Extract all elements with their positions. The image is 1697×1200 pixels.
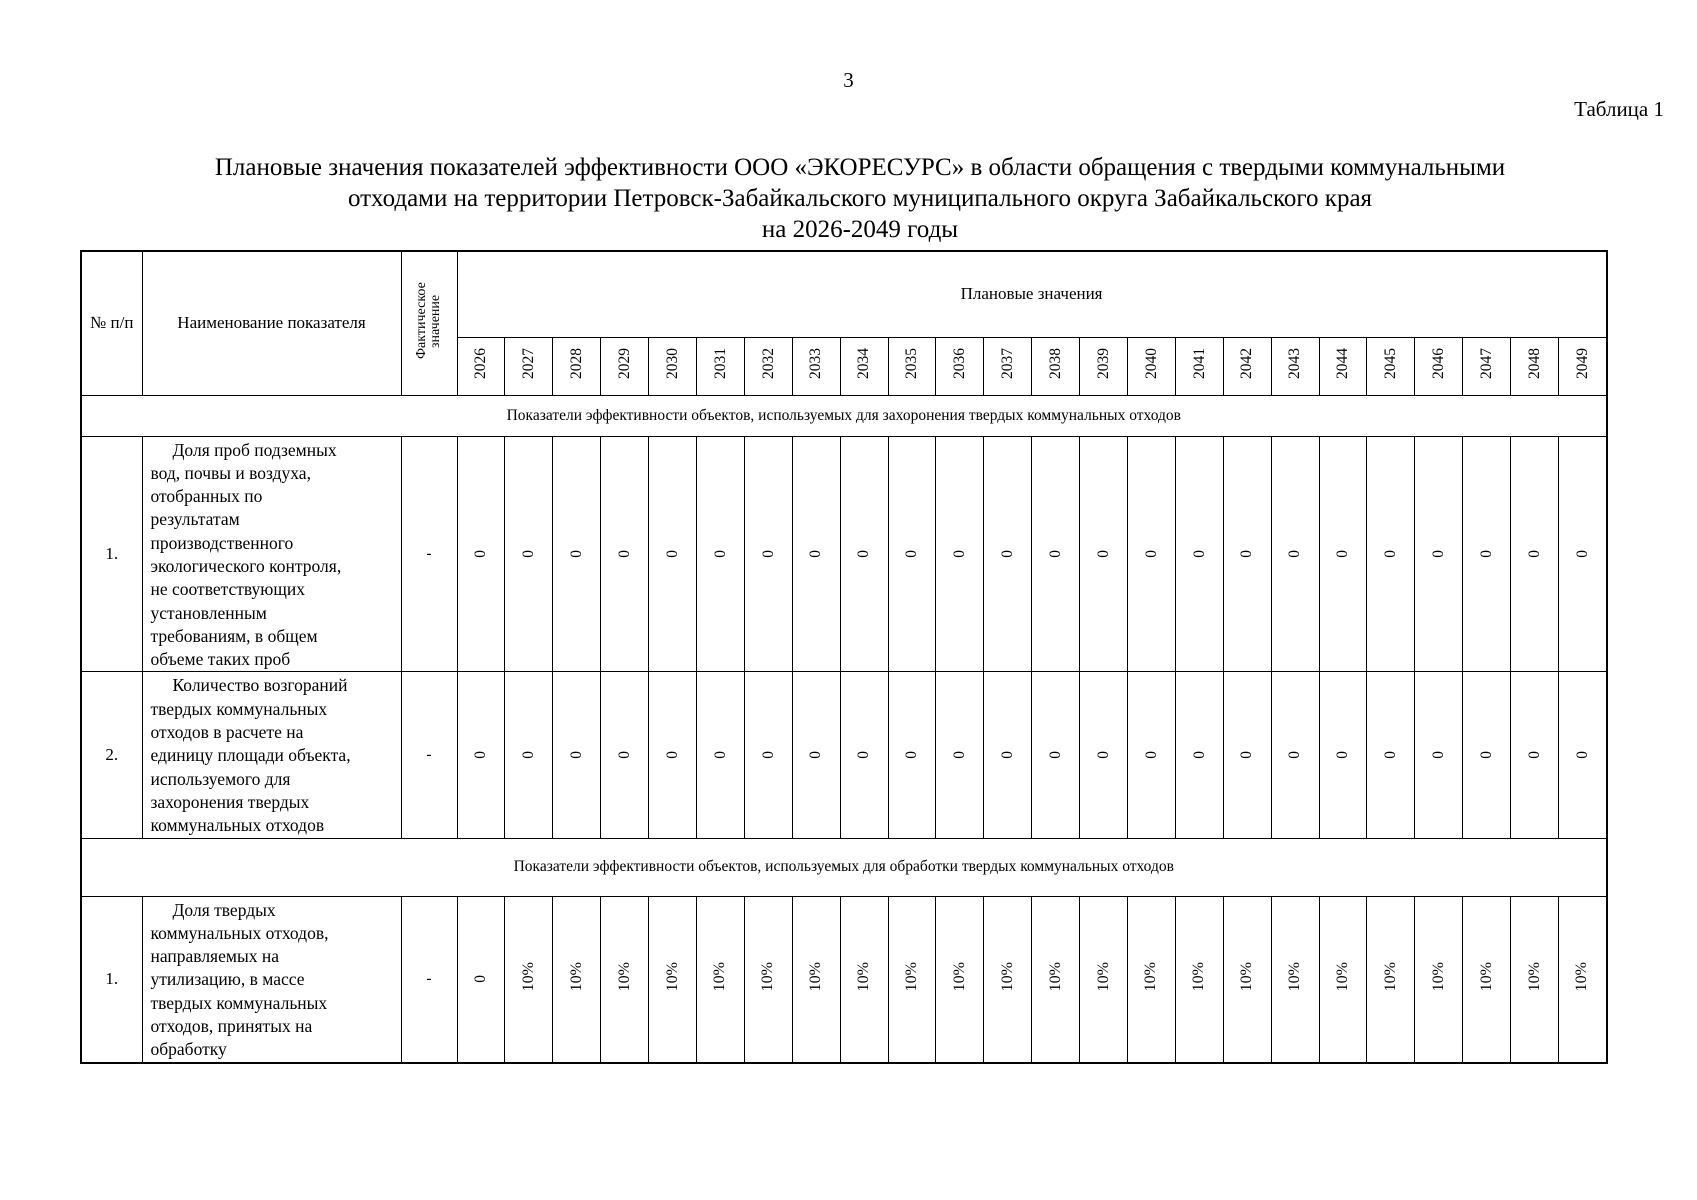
header-year	[1415, 337, 1463, 395]
header-year-label: 2043	[1286, 348, 1304, 379]
indicator-name-line: коммунальных отходов,	[150, 922, 329, 943]
planned-value: 10%	[711, 961, 729, 992]
header-year	[1463, 337, 1511, 395]
planned-value: 0	[1430, 751, 1447, 759]
indicator-name-line: отходов, принятых на	[150, 1016, 313, 1037]
planned-value: 0	[711, 751, 729, 759]
planned-value-cell	[505, 672, 553, 838]
planned-value: 10%	[615, 961, 633, 992]
planned-value-cell	[457, 436, 505, 672]
planned-value: 0	[759, 550, 777, 558]
section-title: Показатели эффективности объектов, используемых для захоронения твердых коммунальных отходов	[81, 395, 1607, 436]
planned-value: 10%	[1142, 961, 1160, 992]
indicator-name-line: используемого для	[150, 768, 291, 789]
planned-value: 10%	[1429, 961, 1447, 992]
header-year-label: 2049	[1573, 348, 1591, 379]
planned-value: 0	[1573, 550, 1591, 558]
planned-value: 0	[1573, 751, 1591, 759]
planned-value: 0	[520, 550, 538, 558]
planned-value: 0	[759, 751, 777, 759]
actual-value: -	[401, 672, 457, 838]
planned-value-cell	[840, 896, 888, 1063]
planned-value: 0	[1382, 751, 1400, 759]
planned-value: 0	[951, 751, 969, 759]
planned-value: 0	[615, 550, 633, 558]
header-year-label: 2042	[1238, 348, 1256, 379]
planned-value: 0	[1238, 550, 1256, 558]
planned-value-cell	[1558, 436, 1606, 672]
planned-value: 0	[855, 550, 873, 558]
indicator-name-line: отходов в расчете на	[150, 722, 304, 743]
planned-value: 10%	[663, 961, 681, 992]
planned-value-cell	[649, 436, 697, 672]
planned-value: 0	[998, 751, 1016, 759]
header-actual-value	[401, 251, 457, 395]
header-year	[936, 337, 984, 395]
header-year	[601, 337, 649, 395]
planned-value-cell	[1127, 436, 1175, 672]
header-year	[744, 337, 792, 395]
planned-value-cell	[1175, 436, 1223, 672]
header-year	[1032, 337, 1080, 395]
planned-value-cell	[984, 896, 1032, 1063]
planned-value-cell	[601, 436, 649, 672]
planned-value: 0	[1334, 751, 1352, 759]
indicator-name-line: Доля проб подземных	[172, 439, 337, 460]
header-year	[888, 337, 936, 395]
indicator-name-line: твердых коммунальных	[150, 992, 328, 1013]
header-year-label: 2041	[1190, 348, 1208, 379]
header-year	[1223, 337, 1271, 395]
indicator-name-line: утилизацию, в массе	[150, 969, 305, 990]
planned-value-cell	[553, 672, 601, 838]
planned-value-cell	[649, 672, 697, 838]
planned-value: 0	[1525, 550, 1543, 558]
indicator-name-line: Количество возгораний	[172, 675, 348, 696]
planned-value-cell	[1271, 896, 1319, 1063]
row-number: 2.	[81, 672, 142, 838]
header-year	[457, 337, 505, 395]
header-year-label: 2032	[759, 348, 777, 379]
planned-value: 0	[1286, 550, 1304, 558]
indicator-name-line: захоронения твердых	[150, 791, 310, 812]
table-label: Таблица 1	[1574, 97, 1664, 121]
header-year	[792, 337, 840, 395]
planned-value-cell	[1127, 672, 1175, 838]
header-year-label: 2028	[567, 348, 585, 379]
header-year	[1175, 337, 1223, 395]
planned-value-cell	[792, 896, 840, 1063]
planned-value: 0	[1046, 751, 1064, 759]
planned-value-cell	[457, 896, 505, 1063]
document-title	[90, 152, 1630, 245]
indicator-name-line: производственного	[150, 532, 294, 553]
planned-value: 0	[1477, 751, 1495, 759]
header-year	[1511, 337, 1559, 395]
planned-value-cell	[1558, 672, 1606, 838]
planned-value: 0	[903, 550, 921, 558]
planned-value: 10%	[567, 961, 585, 992]
planned-value-cell	[1463, 672, 1511, 838]
planned-value-cell	[1319, 436, 1367, 672]
planned-value-cell	[840, 436, 888, 672]
planned-value-cell	[1319, 896, 1367, 1063]
indicator-name-line: требованиям, в общем	[150, 625, 318, 646]
header-year-label: 2026	[472, 348, 490, 379]
planned-value: 10%	[1046, 961, 1064, 992]
planned-value: 0	[1286, 751, 1304, 759]
planned-value: 10%	[1190, 961, 1208, 992]
planned-value-cell	[1511, 672, 1559, 838]
planned-value: 0	[998, 550, 1016, 558]
indicator-name	[142, 436, 401, 672]
planned-value-cell	[744, 896, 792, 1063]
planned-value: 10%	[1477, 961, 1495, 992]
table-row	[81, 896, 1607, 1063]
header-year-label: 2037	[998, 348, 1016, 379]
section-title: Показатели эффективности объектов, используемых для обработки твердых коммунальных отходов	[81, 838, 1607, 896]
header-year	[1558, 337, 1606, 395]
planned-value: 0	[1430, 550, 1447, 558]
header-indicator-name: Наименование показателя	[142, 251, 401, 395]
planned-value-cell	[792, 436, 840, 672]
planned-value-cell	[1032, 672, 1080, 838]
row-number: 1.	[81, 436, 142, 672]
planned-value: 10%	[1573, 961, 1591, 992]
planned-value-cell	[1511, 436, 1559, 672]
indicator-name-line: результатам	[150, 509, 240, 530]
header-year	[1319, 337, 1367, 395]
planned-value: 0	[520, 751, 538, 759]
planned-value: 10%	[759, 961, 777, 992]
page-number: 3	[843, 68, 854, 92]
planned-value: 10%	[855, 961, 873, 992]
planned-value-cell	[553, 896, 601, 1063]
planned-value-cell	[601, 672, 649, 838]
section-header-row	[81, 838, 1607, 896]
planned-value: 10%	[998, 961, 1016, 992]
section-header-row	[81, 395, 1607, 436]
header-year	[649, 337, 697, 395]
planned-value-cell	[840, 672, 888, 838]
header-year-label: 2047	[1477, 348, 1495, 379]
actual-value: -	[401, 436, 457, 672]
planned-value: 0	[1334, 550, 1352, 558]
planned-value-cell	[888, 672, 936, 838]
planned-value-cell	[1511, 896, 1559, 1063]
header-year-label: 2031	[711, 348, 729, 379]
planned-value: 10%	[1286, 961, 1304, 992]
planned-value: 0	[1477, 550, 1495, 558]
planned-value-cell	[1032, 436, 1080, 672]
header-year-label: 2034	[855, 348, 873, 379]
planned-value-cell	[553, 436, 601, 672]
planned-value-cell	[1032, 896, 1080, 1063]
planned-value-cell	[936, 672, 984, 838]
header-year-label: 2027	[520, 348, 538, 379]
indicator-name-line: установленным	[150, 602, 267, 623]
header-year	[1127, 337, 1175, 395]
planned-value: 0	[855, 751, 873, 759]
header-year-label: 2038	[1046, 348, 1064, 379]
header-year-label: 2048	[1525, 348, 1543, 379]
header-year-label: 2040	[1142, 348, 1160, 379]
planned-value-cell	[1463, 436, 1511, 672]
planned-value-cell	[1175, 672, 1223, 838]
header-actual-label: Фактическое значение	[414, 282, 443, 360]
planned-value-cell	[601, 896, 649, 1063]
planned-value: 0	[711, 550, 729, 558]
planned-value: 10%	[902, 961, 920, 992]
table-row	[81, 436, 1607, 672]
planned-value-cell	[649, 896, 697, 1063]
planned-value: 0	[1190, 751, 1208, 759]
planned-value-cell	[696, 896, 744, 1063]
planned-value-cell	[1319, 672, 1367, 838]
indicator-name-line: единицу площади объекта,	[150, 745, 351, 766]
header-year-label: 2036	[951, 348, 969, 379]
planned-value: 0	[903, 751, 921, 759]
planned-value: 0	[951, 550, 969, 558]
header-year	[840, 337, 888, 395]
indicator-name-line: не соответствующих	[150, 579, 305, 600]
planned-value: 0	[663, 550, 681, 558]
planned-value-cell	[696, 436, 744, 672]
planned-value-cell	[1223, 436, 1271, 672]
planned-value-cell	[1223, 896, 1271, 1063]
header-year-label: 2029	[615, 348, 633, 379]
planned-value: 0	[663, 751, 681, 759]
planned-value: 10%	[1094, 961, 1112, 992]
planned-value-cell	[457, 672, 505, 838]
planned-value-cell	[792, 672, 840, 838]
planned-value: 0	[1382, 550, 1400, 558]
title-line: на 2026-2049 годы	[761, 216, 959, 243]
planned-value-cell	[1463, 896, 1511, 1063]
planned-value: 0	[1094, 751, 1112, 759]
planned-value: 10%	[1333, 961, 1351, 992]
header-year-label: 2045	[1382, 348, 1400, 379]
title-line: Плановые значения показателей эффективности ООО «ЭКОРЕСУРС» в области обращения с твердыми коммунальными	[214, 154, 1506, 181]
planned-value: 0	[1190, 550, 1208, 558]
indicators-table	[80, 250, 1608, 1064]
planned-value: 0	[1046, 550, 1064, 558]
header-year	[505, 337, 553, 395]
header-num: № п/п	[81, 251, 142, 395]
header-year	[984, 337, 1032, 395]
header-year-label: 2046	[1430, 348, 1447, 379]
planned-value: 0	[807, 550, 825, 558]
header-planned-values: Плановые значения	[457, 251, 1607, 337]
planned-value: 0	[1094, 550, 1112, 558]
planned-value: 0	[1525, 751, 1543, 759]
planned-value-cell	[696, 672, 744, 838]
planned-value: 10%	[1238, 961, 1256, 992]
planned-value: 0	[1142, 550, 1160, 558]
planned-value-cell	[1367, 672, 1415, 838]
header-year	[696, 337, 744, 395]
planned-value: 10%	[807, 961, 825, 992]
title-line: отходами на территории Петровск-Забайкальского муниципального округа Забайкальского края	[347, 185, 1373, 212]
planned-value-cell	[888, 896, 936, 1063]
planned-value: 0	[567, 751, 585, 759]
planned-value-cell	[744, 672, 792, 838]
planned-value-cell	[1080, 896, 1128, 1063]
planned-value: 0	[472, 550, 490, 558]
header-year-label: 2044	[1334, 348, 1352, 379]
planned-value-cell	[1271, 672, 1319, 838]
planned-value-cell	[936, 436, 984, 672]
planned-value-cell	[505, 896, 553, 1063]
planned-value: 0	[1142, 751, 1160, 759]
planned-value: 0	[807, 751, 825, 759]
planned-value-cell	[1080, 436, 1128, 672]
header-year	[1080, 337, 1128, 395]
header-year	[1271, 337, 1319, 395]
planned-value: 0	[1238, 751, 1256, 759]
planned-value-cell	[1367, 896, 1415, 1063]
planned-value-cell	[1558, 896, 1606, 1063]
planned-value: 10%	[1525, 961, 1543, 992]
planned-value-cell	[1127, 896, 1175, 1063]
planned-value: 0	[615, 751, 633, 759]
indicator-name	[142, 896, 401, 1063]
header-year-label: 2039	[1094, 348, 1112, 379]
header-year-label: 2030	[663, 348, 681, 379]
indicator-name-line: направляемых на	[150, 946, 279, 967]
header-year	[1367, 337, 1415, 395]
planned-value-cell	[1080, 672, 1128, 838]
planned-value: 0	[567, 550, 585, 558]
planned-value-cell	[936, 896, 984, 1063]
row-number: 1.	[81, 896, 142, 1063]
planned-value-cell	[1271, 436, 1319, 672]
indicator-name-line: объеме таких проб	[150, 649, 291, 670]
planned-value: 0	[472, 751, 490, 759]
planned-value-cell	[984, 672, 1032, 838]
planned-value-cell	[1415, 672, 1463, 838]
header-year	[553, 337, 601, 395]
planned-value-cell	[1415, 436, 1463, 672]
planned-value-cell	[1415, 896, 1463, 1063]
planned-value-cell	[1175, 896, 1223, 1063]
planned-value: 10%	[950, 961, 968, 992]
actual-value: -	[401, 896, 457, 1063]
planned-value-cell	[744, 436, 792, 672]
planned-value: 0	[472, 975, 490, 984]
indicator-name-line: твердых коммунальных	[150, 698, 328, 719]
planned-value: 10%	[1381, 961, 1399, 992]
header-year-label: 2035	[903, 348, 921, 379]
planned-value-cell	[1223, 672, 1271, 838]
planned-value-cell	[984, 436, 1032, 672]
planned-value: 10%	[519, 961, 537, 992]
table-row	[81, 672, 1607, 838]
indicator-name-line: Доля твердых	[172, 899, 276, 920]
header-year-label: 2033	[807, 348, 825, 379]
indicator-name-line: вод, почвы и воздуха,	[150, 462, 311, 483]
indicator-name	[142, 672, 401, 838]
planned-value-cell	[888, 436, 936, 672]
planned-value-cell	[1367, 436, 1415, 672]
indicator-name-line: отобранных по	[150, 486, 263, 507]
indicator-name-line: коммунальных отходов	[150, 815, 325, 836]
planned-value-cell	[505, 436, 553, 672]
indicator-name-line: экологического контроля,	[150, 555, 342, 576]
indicator-name-line: обработку	[150, 1039, 227, 1060]
